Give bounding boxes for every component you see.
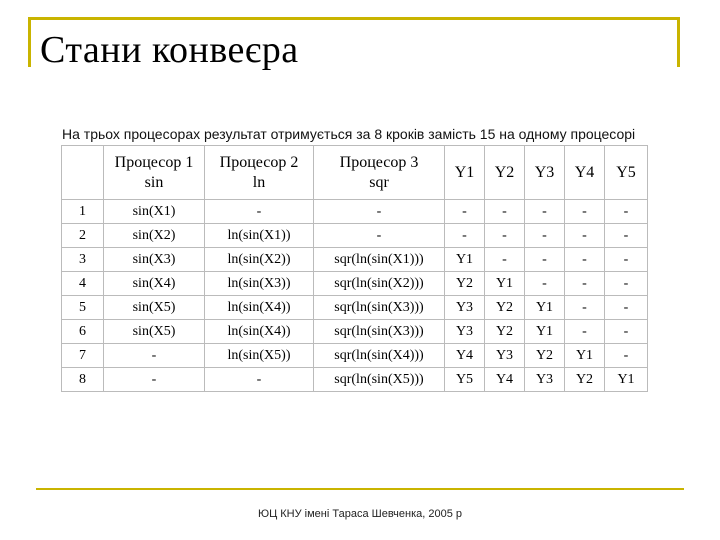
table-cell: 3 bbox=[62, 248, 104, 272]
table-cell: ln(sin(X2)) bbox=[205, 248, 314, 272]
header-cell bbox=[62, 146, 104, 200]
table-row bbox=[62, 224, 648, 248]
header-row bbox=[62, 146, 648, 200]
table-cell: - bbox=[314, 224, 445, 248]
table-cell: 1 bbox=[62, 200, 104, 224]
table-cell: Y1 bbox=[485, 272, 525, 296]
header-cell: Y4 bbox=[565, 146, 605, 200]
table-cell: sqr(ln(sin(X1))) bbox=[314, 248, 445, 272]
table-cell: - bbox=[565, 272, 605, 296]
table-cell: ln(sin(X5)) bbox=[205, 344, 314, 368]
table-cell: - bbox=[565, 200, 605, 224]
table-cell: Y5 bbox=[445, 368, 485, 392]
table-row bbox=[62, 248, 648, 272]
table-cell: ln(sin(X1)) bbox=[205, 224, 314, 248]
table-cell: - bbox=[205, 368, 314, 392]
table-cell: - bbox=[565, 296, 605, 320]
title-frame-right bbox=[677, 17, 680, 67]
table-cell: Y3 bbox=[445, 320, 485, 344]
table-cell: ln(sin(X4)) bbox=[205, 320, 314, 344]
table-row bbox=[62, 272, 648, 296]
table-cell: - bbox=[525, 248, 565, 272]
header-cell: Процесор 1 sin bbox=[104, 146, 205, 200]
table-cell: 5 bbox=[62, 296, 104, 320]
table-cell: - bbox=[485, 248, 525, 272]
header-cell: Y1 bbox=[445, 146, 485, 200]
table-caption: На трьох процесорах результат отримується за 8 кроків замість 15 на одному процесорі bbox=[62, 126, 636, 142]
table-cell: ln(sin(X4)) bbox=[205, 296, 314, 320]
table-cell: Y3 bbox=[445, 296, 485, 320]
table-cell: sin(X5) bbox=[104, 296, 205, 320]
table-cell: - bbox=[605, 248, 648, 272]
table-cell: - bbox=[104, 368, 205, 392]
slide-title: Стани конвеєра bbox=[40, 29, 299, 71]
table-cell: 2 bbox=[62, 224, 104, 248]
table-cell: sqr(ln(sin(X2))) bbox=[314, 272, 445, 296]
table-cell: sqr(ln(sin(X4))) bbox=[314, 344, 445, 368]
footer-divider bbox=[36, 488, 684, 490]
table-cell: Y3 bbox=[525, 368, 565, 392]
table-cell: - bbox=[605, 296, 648, 320]
table-cell: Y4 bbox=[485, 368, 525, 392]
table-cell: - bbox=[445, 224, 485, 248]
table-cell: - bbox=[605, 344, 648, 368]
pipeline-table bbox=[61, 145, 648, 392]
table-cell: Y2 bbox=[445, 272, 485, 296]
table-cell: sin(X2) bbox=[104, 224, 205, 248]
header-cell: Процесор 3 sqr bbox=[314, 146, 445, 200]
header-cell: Y5 bbox=[605, 146, 648, 200]
table-cell: - bbox=[605, 320, 648, 344]
table-cell: - bbox=[605, 224, 648, 248]
table-cell: - bbox=[104, 344, 205, 368]
table-cell: Y1 bbox=[605, 368, 648, 392]
table-cell: Y2 bbox=[485, 296, 525, 320]
table-cell: sqr(ln(sin(X5))) bbox=[314, 368, 445, 392]
table-row bbox=[62, 320, 648, 344]
table-cell: 8 bbox=[62, 368, 104, 392]
table-cell: - bbox=[205, 200, 314, 224]
table-cell: - bbox=[605, 200, 648, 224]
table-row bbox=[62, 200, 648, 224]
table-cell: sqr(ln(sin(X3))) bbox=[314, 296, 445, 320]
table-cell: - bbox=[565, 320, 605, 344]
title-frame-top bbox=[28, 17, 680, 20]
table-cell: Y1 bbox=[445, 248, 485, 272]
table-cell: sin(X4) bbox=[104, 272, 205, 296]
table-cell: Y2 bbox=[565, 368, 605, 392]
table-cell: 6 bbox=[62, 320, 104, 344]
table-cell: - bbox=[605, 272, 648, 296]
table-cell: Y2 bbox=[485, 320, 525, 344]
table-cell: sin(X3) bbox=[104, 248, 205, 272]
header-cell: Y2 bbox=[485, 146, 525, 200]
table-cell: Y1 bbox=[565, 344, 605, 368]
table-cell: Y1 bbox=[525, 320, 565, 344]
table-cell: 7 bbox=[62, 344, 104, 368]
table-cell: Y1 bbox=[525, 296, 565, 320]
title-frame-left bbox=[28, 17, 31, 67]
table-cell: - bbox=[485, 200, 525, 224]
footer-text: ЮЦ КНУ імені Тараса Шевченка, 2005 р bbox=[257, 508, 463, 520]
table-cell: - bbox=[525, 224, 565, 248]
table-cell: sqr(ln(sin(X3))) bbox=[314, 320, 445, 344]
table-cell: sin(X5) bbox=[104, 320, 205, 344]
table-cell: - bbox=[525, 272, 565, 296]
table-cell: sin(X1) bbox=[104, 200, 205, 224]
table-row bbox=[62, 344, 648, 368]
table-cell: - bbox=[565, 248, 605, 272]
table-cell: Y3 bbox=[485, 344, 525, 368]
header-cell: Процесор 2 ln bbox=[205, 146, 314, 200]
table-cell: Y4 bbox=[445, 344, 485, 368]
table-row bbox=[62, 296, 648, 320]
table-cell: ln(sin(X3)) bbox=[205, 272, 314, 296]
table-cell: - bbox=[485, 224, 525, 248]
table-row bbox=[62, 368, 648, 392]
table-cell: Y2 bbox=[525, 344, 565, 368]
header-cell: Y3 bbox=[525, 146, 565, 200]
table-cell: - bbox=[445, 200, 485, 224]
table-cell: 4 bbox=[62, 272, 104, 296]
table-cell: - bbox=[314, 200, 445, 224]
table-cell: - bbox=[525, 200, 565, 224]
table-cell: - bbox=[565, 224, 605, 248]
